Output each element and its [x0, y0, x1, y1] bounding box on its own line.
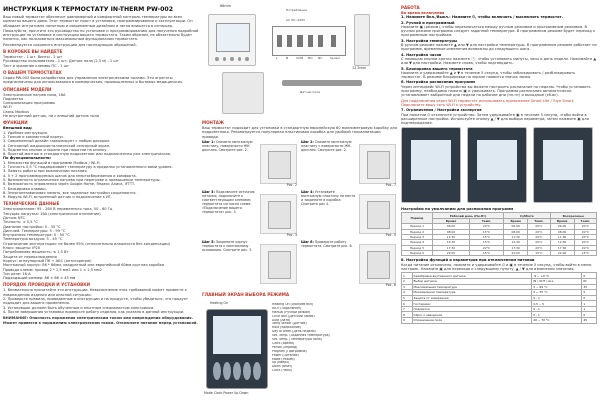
model-item: Электрическое нагрев пола, 16А: [3, 92, 66, 97]
instruction-text: С помощью кнопки кратко нажмите 🕑, чтобы установить минуты, часы и день недели. Нажимайте ▲ или ▼ для настройки. Нажмите снова, чтобы подтвердить.: [401, 56, 597, 66]
left-column: [3, 0, 199, 400]
spec-item: Тип реле: 16 А: [3, 271, 31, 276]
step-block: Шаг 1: Снимите монтажную пластину, поверхности ЖК дисплея. Смотрите рис. 2. Рис. 2: [202, 139, 297, 187]
function-item: 9. Модуль Wi-Fi, встроенный датчик и подключение к ИТ.: [3, 195, 113, 200]
table-row: Период 2 08:00 15°C 08:00 20°C 08:00 20°C: [402, 229, 597, 234]
figure-number: Рис. 7: [385, 182, 396, 187]
instruction-heading: 2. Ручной и программный: [401, 20, 455, 25]
intro-paragraph: Ваш новый термостат обеспечит равномерный и комфортный контроль температуры во всех комнатах вашего дома. Этот термостат прост в установке, программировании и эксплуатации. Он обладает интуитивно понятным и современным дизайном и легко впишется в интерьер.: [3, 15, 193, 28]
wifi-note: Для подключения через Wi-Fi термостат использовать приложение Smart Life / Tuya Smart. Подключите вашу сеть Wi-Fi к устройству.: [401, 98, 575, 107]
figure-number: Рис. 3: [286, 232, 297, 237]
figure-number: Рис. 6: [385, 282, 396, 287]
legend-item: Manual (Ручной режим): [272, 310, 311, 314]
function-item: 6. Возможность управления через Google Home, Яндекс Алиса, IFTTT.: [3, 182, 135, 187]
screen-example-illustration: [467, 127, 527, 203]
feature-item: 1. Удобная инструкция.: [3, 130, 48, 135]
model-item: Не внутренний датчик, ни с внешний датчик пола: [3, 114, 100, 119]
table-row: 1 Калибровка внутреннего датчика -9 ~ +9 °С 0: [402, 273, 597, 279]
mount-steps: [202, 140, 398, 288]
spec-item: Текущая нагрузка: 16А (электрическое отопление): [3, 211, 101, 216]
instruction-heading: 6. Настройка расписания программ: [401, 80, 475, 85]
page-title: ИНСТРУКЦИЯ К ТЕРМОСТАТУ IN-THERM PW-002: [3, 6, 174, 13]
spec-item: Точность: ± 0,5 °С: [3, 220, 38, 225]
instruction-text: Через интерфейс Wi-Fi устройства вы можете настроить расписание на неделю. Чтобы установить программу, необходимо нажать ▣ и удерживать. Программа расписания автоматически устанавливает выбранные дни недели на рабочие дни (пн-пт) и выходные (сб-вс).: [401, 84, 591, 98]
legend-item: Power (Питание): [272, 353, 299, 357]
instruction-heading: 3. Настройки температуры: [401, 38, 458, 43]
legend-item: Down (Вниз): [272, 365, 292, 369]
terminal-label: NC: [318, 56, 323, 60]
dimension-label: 86mm: [220, 4, 231, 8]
terminal-label: NO: [308, 56, 313, 60]
table-row: 8 Сброс к заводским 0 - 1 0: [402, 312, 597, 318]
instruction-text: Нажмите и удерживайте ▲ и ▼ в течение 5 секунд, чтобы заблокировать / разблокировать термостат. В режиме блокировки на экране появится значок замка.: [401, 70, 576, 80]
spec-item: Дисплей. Температуры: 5 - 99 °С: [3, 228, 66, 233]
wiring-item: 3. Установщик должен быть обученным и опытным специалистом-электриком.: [3, 305, 155, 310]
legend-item: Hold (Удержание): [272, 326, 301, 330]
legend-item: Heating On (Обогрев вкл): [272, 302, 314, 306]
feature-item: 3. Современный дизайн гармонирует с любым декором.: [3, 139, 111, 144]
step-illustration: [260, 194, 297, 234]
step-illustration: [260, 144, 297, 184]
main-screen-diagram: [202, 299, 398, 395]
floor-sensor-label: Датчик пола: [300, 90, 320, 94]
main-screen-heading: ГЛАВНЫЙ ЭКРАН ВЫБОРА РЕЖИМА: [202, 291, 290, 297]
legend-item: Day of week (День недели): [272, 330, 316, 334]
instruction-heading: 8. Настройка функций и параметров при отключенном питании: [401, 258, 535, 263]
side-dimension: 12.5mm: [352, 66, 367, 70]
intro-paragraph: Рекомендуется сохранить инструкцию для последующих обращений.: [3, 42, 137, 47]
legend-item: Clock (Часы): [272, 369, 292, 373]
step-illustration: [359, 244, 396, 284]
mount-text: Ваш термостат подходит для установки в стандартную европейскую 60 миллиметровую коробку для подрозетника. Рекомендуется популярная пластиковая коробка для удобной гальванизации провода.: [202, 126, 398, 139]
table-row: Период 5 17:30 22°C 17:30 20°C 17:30 20°C: [402, 245, 597, 250]
table-row: Период 3 11:30 15°C 11:30 20°C 11:30 20°C: [402, 234, 597, 239]
thermostat-box-illustration: [222, 72, 264, 114]
schedule-table-title: Настройки по умолчанию для расписания программ: [401, 207, 514, 212]
instruction-heading: 4. Настройка часов: [401, 52, 442, 57]
table-row: 4 Минимальная температура 5 ~ 35 °С 5: [402, 290, 597, 296]
terminal-label: N: [286, 56, 289, 60]
step-block: Шаг 6: Проверьте работу термостата. Смотрите рис. 6. Рис. 6: [301, 239, 396, 287]
heating-on-label: Heating On: [210, 300, 229, 305]
table-row: Период 6 22:00 15°C 22:00 15°C 22:00 15°C: [402, 251, 597, 256]
model-item: Wi-Fi: [3, 105, 12, 110]
instruction-text: 1. Нажмите Вкл./Выкл.: Нажмите ⏻, чтобы включить / выключить термостат.: [401, 15, 563, 20]
legend-item: Wi-Fi (Подключен): [272, 306, 302, 310]
work-sub: Во время включения: [401, 11, 445, 15]
legend-item: Period (Период): [272, 345, 298, 349]
package-item: Тест и хранение клеммы ПС - 1 шт: [3, 63, 69, 68]
terminal-label: Sensor: [330, 56, 341, 60]
legend-item: Up (Вверх): [272, 361, 290, 365]
settings-table: [401, 272, 597, 323]
terminal-label: COM: [296, 56, 304, 60]
spec-item: Температура воздуха: 5 - 45 °С: [3, 237, 63, 242]
instruction-heading: 7. Ограничения / Настройки экспертов: [401, 108, 482, 113]
function-item: 4. 5 + 2 программируемых шагов для энергосбережения и комфорта.: [3, 173, 137, 178]
spec-item: Класс защиты: IP20: [3, 246, 41, 251]
legend-item: Mode (Режим): [272, 357, 295, 361]
legend-item: Child lock (Детский замок): [272, 314, 315, 318]
wiring-item: 4. После завершения установки проверьте работу изделия, как указано в данной инструкции.: [3, 309, 185, 314]
instruction-text: Нажмите ▣ (режим), чтобы переключаться между ручным режимом и программным режимом. В ручном режиме программа следует заданной температуре. В программном режиме будет переход к программным настройкам.: [401, 24, 596, 38]
spec-item: Ограничение эксплуатации: не более 95% (относительно влажности без конденсации): [3, 241, 171, 246]
about-text: Серия PW-002 была разработана для управления электрическими полами. Эти агрегаты предназначены для использования в коммерческих, промышленных и бытовых медицинских.: [3, 75, 184, 85]
step-block: Шаг 3: Подключите источник питания, подключите к соответствующим клеммам термостата согласно схеме. «Подключение вашего термостата» рис. 3. Рис. 3: [202, 189, 297, 237]
terminal-block: [272, 26, 346, 56]
table-row: 7 Подсветка 0 - 1 1: [402, 306, 597, 312]
spec-item: Защита от переохлаждения: [3, 254, 57, 259]
schedule-table: Период Рабочий день (Пн-Пт) Суббота Воскресенье Время Темп. Время Темп. Время Темп. Период 1 06:00 20°C 06:00 20°C 06:00 20°C Период 2 08:00 15°C 08:00 20°C 08:00 20°C Период 3 11:30 15°C 11:30 20°C 11:30 20°C Период 4 12:30 15°C 12:30 20°C 12:30 20°C Период 5 17:30 22°C 17:30 20°C 17:30 20°C Период 6 22:00 15°C 22:00 15°C 22:00 15°C: [401, 212, 597, 256]
spec-item: Электропитание: 95 - 260 В переменного тока, 50 - 60 Гц: [3, 207, 113, 212]
legend-item: Program (Программа): [272, 349, 307, 353]
step-illustration: [359, 194, 396, 234]
function-item: 8. Энергонезависимая память, все заданные настройки сохраняются.: [3, 190, 137, 195]
about-heading: О ВАШЕМ ТЕРМОСТАТАХ: [3, 69, 62, 75]
screen-example-illustration: [401, 127, 461, 203]
spec-item: Провода клемм: провод 2 * 1,5 мм2 или 1 × 2,5 мм2: [3, 267, 102, 272]
feature-item: 4. Сенсорный жидкокристаллический сенсорный экран.: [3, 143, 111, 148]
function-item: 2. Точность 0,5 °С поддерживает температуру в пределах установленного вами уровня.: [3, 165, 173, 170]
legend-item: Set. Temp. (Заданная температура): [272, 334, 330, 338]
supply-label: AC 95~240V: [286, 18, 306, 22]
intro-paragraph: Пожалуйста, прочтите это руководство по установке и программированию для получения подробной инструкции по установке и инструкции вашего термостата. Таким образом, не обязательно будет понятно, как пользоваться максимальным функционалом термостата.: [3, 28, 199, 42]
button-labels: Mode Clock Power Up Down: [204, 390, 249, 395]
middle-column: [202, 0, 398, 400]
spec-item: Потребляемая мощность: ≤ 1,5 Вт: [3, 250, 69, 255]
screen-examples: [401, 127, 597, 205]
package-heading: В КОРОБКЕ ВЫ НАЙДЕТЕ: [3, 49, 63, 55]
figure-number: Рис. 5: [385, 232, 396, 237]
legend-item: Auto (Авто): [272, 318, 291, 322]
legend-item: Clock (Время): [272, 341, 294, 345]
mount-heading: МОНТАЖ: [202, 120, 224, 125]
spec-item: Датчик NTC: [3, 215, 26, 220]
step-block: Шаг 5: Закрепите корпус термостата к монтажному основанию. Смотрите рис. 5.: [202, 240, 299, 288]
table-row: Период 4 12:30 15°C 12:30 20°C 12:30 20°C: [402, 240, 597, 245]
package-item: Термостат - 1 шт. Винты - 2 шт: [3, 55, 63, 60]
instruction-text: При нажатии ⏻ отключите устройство. Затем удерживайте ▣ в течение 5 секунд, чтобы войти в расширенные настройки. Используйте кнопку ▲ / ▼ для выбора параметра, затем нажмите ▣ для подтверждения.: [401, 112, 589, 126]
feature-item: 6. Простой монтаж в стандартную подрозетник или подключенная уже электрическая.: [3, 152, 171, 157]
model-item: Связь Modbus: [3, 109, 29, 114]
table-row: 2 Выбор датчика IN / OUT / ALL IN: [402, 278, 597, 284]
features-sub: Внешний вид:: [3, 126, 33, 131]
spec-item: Диапазон настройки: 5 - 35 °С: [3, 224, 61, 229]
step-illustration: [260, 244, 297, 284]
step-illustration: [359, 144, 396, 184]
screen-legend: [272, 303, 396, 373]
function-item: 3. Память работы при выключении питания.: [3, 169, 88, 174]
terminal-label: L: [276, 56, 278, 60]
instruction-text: В ручном режиме нажмите ▲ или ▼ для настройки температуры. В программном режиме работает по программе, временные изменения возможны до следующего шага.: [401, 43, 597, 52]
step-block: Шаг 2: Снимите монтажную пластину с поверхности ЖК-дисплея. Смотрите рис. 2. Рис. 7: [301, 139, 396, 187]
thermostat-display-illustration: [206, 309, 268, 389]
spec-item: Корпус: огнеупорный ПК + АБС (антигорение): [3, 258, 92, 263]
func-sub: По функциональности:: [3, 156, 52, 161]
feature-item: 2. Тонкие и компактный корпус.: [3, 134, 65, 139]
table-row: 9 Ограничение пола 20 ~ 70 °С 45: [402, 318, 597, 324]
function-item: 5. Возможность ограничения нагрева при перегреве и превышении температуры.: [3, 177, 161, 182]
table-row: 6 Гистерезис 0,5 ~ 5 1: [402, 301, 597, 307]
model-item: Подсветка: [3, 96, 24, 101]
specs-heading: ТЕХНИЧЕСКИЕ ДАННЫЕ: [3, 201, 60, 207]
thermostat-side-illustration: [354, 14, 370, 66]
table-row: 3 Максимальная температура 5 ~ 99 °С 35: [402, 284, 597, 290]
legend-item: Temp sensor (Датчик): [272, 322, 307, 326]
legend-item: Set. Temp. (Температура пола): [272, 338, 322, 342]
spec-item: Монтажный корпус: 86 * 86мм, квадратный или европейский 60мм круглая коробка: [3, 263, 165, 268]
floor-sensor-illustration: [282, 80, 362, 86]
thermostat-front-illustration: [208, 14, 256, 66]
warning-text: ВНИМАНИЕ: Опасность поражения электрическим током или повреждения оборудования. Может привести к поражению электрическим током. Отключите питание перед установкой.: [3, 316, 198, 325]
screen-example-illustration: [533, 127, 593, 203]
table-row: 5 Защита от замерзания 0 - 1 0: [402, 295, 597, 301]
wiring-item: 2. Проверьте правила, приведенные в инструкции и на продукте, чтобы убедиться, что продукт подходит для вашего применения.: [3, 297, 188, 306]
figure-number: Рис. 2: [286, 182, 297, 187]
model-heading: ОПИСАНИЕ МОДЕЛИ: [3, 86, 52, 92]
feature-item: 5. Подсветка кнопок и экрана при нажатии на кнопку.: [3, 147, 108, 152]
right-column: [401, 0, 597, 400]
spec-item: Внутренняя температура: 0 - 50 °С: [3, 233, 70, 238]
spec-item: Подходящий размер: 86 × 86 × 45 мм: [3, 276, 76, 281]
package-item: Руководство пользователя - 1 шт; Датчик пола (2,5 м) - 1 шт: [3, 59, 119, 64]
table-row: Период 1 06:00 20°C 06:00 20°C 06:00 20°C: [402, 224, 597, 229]
dimension-diagram: [202, 0, 398, 118]
top-label: Потребление: [286, 8, 307, 12]
features-heading: ФУНКЦИИ: [3, 120, 28, 126]
function-item: 7. Блокировка клавиш.: [3, 186, 47, 191]
model-item: Синхронизация программы: [3, 101, 56, 106]
wiring-item: 1. Внимательно прочитайте эти инструкции. Невыполнение этих требований может привести к повреждению изделия или опасной ситуации.: [3, 288, 187, 297]
wiring-heading: ПОРЯДОК ПРОВОДКИ И УСТАНОВКИ: [3, 282, 91, 288]
instruction-text: Когда питание отключено, нажмите и удерживайте ⏻ и ▣ в течение 5 секунд, чтобы войти в меню настроек. Нажмите ▣ для перехода к следующему пункту, ▲ / ▼ для изменения значения.: [401, 262, 592, 272]
step-block: Шаг 4: Установите монтажную пластину на место и закрепите в коробке. Смотрите рис 4. Рис. 5: [301, 189, 396, 237]
work-heading: РАБОТА: [401, 5, 420, 10]
function-item: 1. Множество функций в программе Modbus / Wi-Fi.: [3, 160, 101, 165]
instruction-heading: 5. Блокировка вашего термостата: [401, 66, 473, 71]
